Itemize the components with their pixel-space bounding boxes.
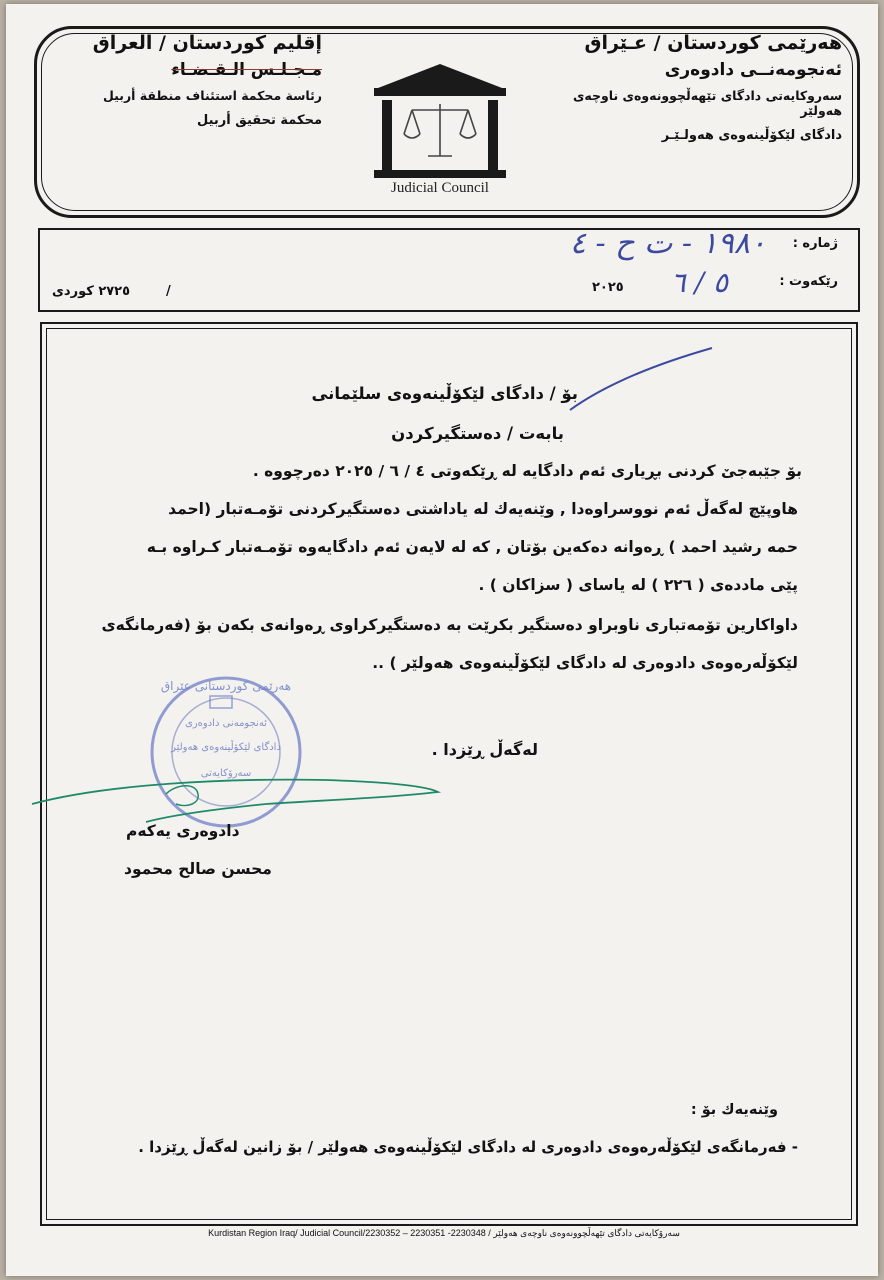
date-handwritten: ٥ / ٦ [670,266,728,299]
stamp-line-4: سەرۆکایەتی [200,768,252,779]
council-name-arabic: مـجـلـس الـقـضـاء [171,60,322,80]
kurdish-year: ٢٧٢٥ كوردى [52,284,131,299]
number-value: ۱۹۸۰ - ت ح - ٤ [569,226,766,261]
subject-line: بابەت / دەستگیرکردن [391,424,564,443]
appeal-court-arabic: رئاسة محكمة استئناف منطقة أربيل [103,88,322,103]
body-paragraph-2-line-2: حمه رشید احمد ) ڕەوانە دەکەین بۆتان , کە لە لایەن ئەم دادگایەوە تۆمـەتبار کـراوە بـە [146,538,798,556]
number-label: ژماره : [792,236,838,251]
recipient-line: بۆ / دادگای لێکۆڵینەوەی سلێمانی [311,384,578,403]
body-paragraph-2-line-3: پێی ماددەی ( ٢٢٦ ) لە یاسای ( سزاکان ) . [478,576,798,594]
stamp-line-3: دادگای لێکۆڵینەوەی هەولێر [171,742,281,753]
pen-stroke-mark [566,344,716,414]
date-label: رێكەوت : [779,274,838,289]
logo-caption: Judicial Council [391,180,489,196]
copy-label: وێنەیەك بۆ : [690,1102,778,1118]
region-name-kurdish: هەرێمی کوردستان / عـێراق [584,32,842,54]
body-paragraph-3-line-2: لێکۆڵەرەوەی دادوەری لە دادگای لێکۆڵینەوەی هەولێر ) .. [372,654,798,672]
date-year: ٢٠٢٥ [592,280,624,295]
judge-name: محسن صالح محمود [124,860,272,878]
letterhead-arabic [42,32,322,128]
kurdish-year-slash: / [166,284,171,299]
appeal-court-kurdish: سەروکایەتی دادگای تێهەڵچوونەوەی ناوچەی هەولێر [572,88,842,118]
footer-contact: Kurdistan Region Iraq/ Judicial Council/2230352 – 2230351 -2230348 / سەرۆکایەتی دادگای تێهەڵچوونەوەی ناوچەی هەولێر [208,1228,680,1238]
body-paragraph-2-line-1: هاوپێچ لەگەڵ ئەم نووسراوەدا , وێنەیەك لە یاداشتی دەستگیرکردنی تۆمـەتبار (احمد [168,500,798,518]
document-sheet [6,4,878,1276]
region-name-arabic: إقليم كوردستان / العراق [92,32,322,54]
investigation-court-kurdish: دادگای لێکۆڵینەوەی هەولـێـر [661,128,842,143]
judge-title: دادوەری یەکەم [126,822,240,840]
investigation-court-arabic: محكمة تحقيق أربيل [197,113,322,128]
council-name-kurdish: ئەنجومەنــی دادوەری [664,60,842,80]
body-paragraph-1: بۆ جێبەجێ کردنی بڕیاری ئەم دادگایە لە ڕێکەوتی ٤ / ٦ / ٢٠٢٥ دەرچووە . [252,462,802,480]
stamp-line-2: ئەنجومەنی دادوەری [185,718,267,729]
stamp-line-1: هەرێمی کوردستانی عێراق [160,679,292,693]
letterhead-kurdish [542,32,842,143]
body-paragraph-3-line-1: داواکارین تۆمەتباری ناوبراو دەستگیر بکرێت بە دەستگیرکراوی ڕەوانەی بکەن بۆ (فەرمانگەی [101,616,798,634]
copy-recipient: - فەرمانگەی لێکۆڵەرەوەی دادوەری لە دادگای لێکۆڵینەوەی هەولێر / بۆ زانین لەگەڵ ڕێزدا . [138,1138,798,1156]
regards-line: لەگەڵ ڕێزدا . [431,740,538,759]
